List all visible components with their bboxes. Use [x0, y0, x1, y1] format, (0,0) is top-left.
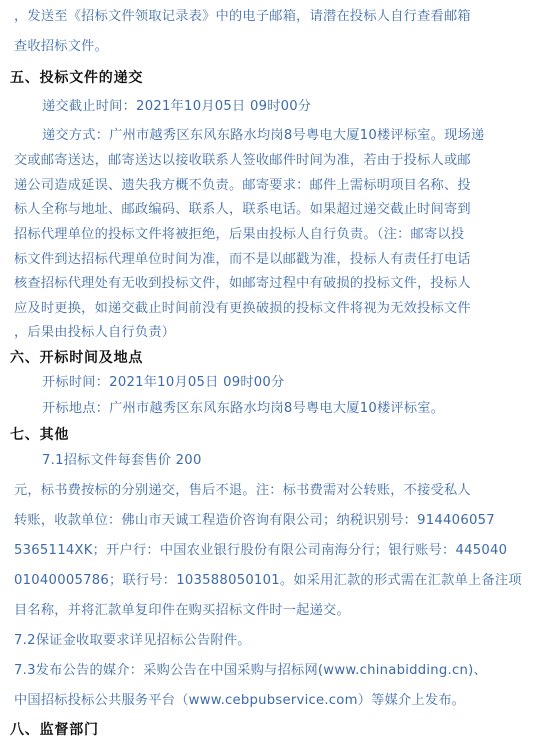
text-line: 转账，收款单位：佛山市天诚工程造价咨询有限公司；纳税识别号：914406057 — [14, 513, 495, 528]
text-line: 标人全称与地址、邮政编码、联系人，联系电话。如果超过递交截止时间寄到 — [14, 202, 471, 217]
text-line: ，后果由投标人自行负责） — [14, 325, 176, 340]
text-line: 查收招标文件。 — [14, 39, 109, 54]
text-line: 核查招标代理处有无收到投标文件，如邮寄过程中有破损的投标文件，投标人 — [14, 276, 471, 291]
text-line: 招标代理单位的投标文件将被拒绝，后果由投标人自行负责。（注：邮寄以投 — [14, 227, 465, 242]
section-heading-8: 八、监督部门 — [10, 722, 99, 738]
text-line: 开标时间：2021年10月05日 09时00分 — [42, 375, 285, 390]
text-line: 7.3发布公告的媒介：采购公告在中国采购与招标网(www.chinabidding.cn)、 — [14, 663, 487, 678]
text-line: 01040005786；联行号：103588050101。如采用汇款的形式需在汇款单上备注项 — [14, 573, 522, 588]
text-line: 应及时更换，如递交截止时间前没有更换破损的投标文件将视为无效投标文件 — [14, 301, 471, 316]
text-line: 开标地点：广州市越秀区东风东路水均岗8号粤电大厦10楼评标室。 — [42, 401, 445, 416]
text-line: 目名称，并将汇款单复印件在购买招标文件时一起递交。 — [14, 603, 350, 618]
text-line: 递交方式：广州市越秀区东风东路水均岗8号粤电大厦10楼评标室。现场递 — [42, 128, 485, 143]
section-heading-6: 六、开标时间及地点 — [10, 350, 144, 366]
text-line: 标文件到达招标代理单位时间为准，而不是以邮戳为准，投标人有责任打电话 — [14, 252, 471, 267]
text-line: 元，标书费按标的分别递交，售后不退。注：标书费需对公转账，不接受私人 — [14, 483, 471, 498]
text-line: 递交截止时间：2021年10月05日 09时00分 — [42, 99, 312, 114]
text-line: 递公司造成延误、遗失我方概不负责。邮寄要求：邮件上需标明项目名称、投 — [14, 178, 471, 193]
text-line: 7.2保证金收取要求详见招标公告附件。 — [14, 633, 251, 648]
text-line: 7.1招标文件每套售价 200 — [42, 453, 202, 468]
section-heading-5: 五、投标文件的递交 — [10, 70, 144, 86]
text-line: 交或邮寄送达，邮寄送达以接收联系人签收邮件时间为准，若由于投标人或邮 — [14, 153, 471, 168]
section-heading-7: 七、其他 — [10, 427, 70, 443]
text-line: 5365114XK；开户行：中国农业银行股份有限公司南海分行；银行账号：445040 — [14, 543, 508, 558]
text-line: ，发送至《招标文件领取记录表》中的电子邮箱，请潜在投标人自行查看邮箱 — [14, 9, 471, 24]
text-line: 中国招标投标公共服务平台（www.cebpubservice.com）等媒介上发布。 — [14, 693, 466, 708]
